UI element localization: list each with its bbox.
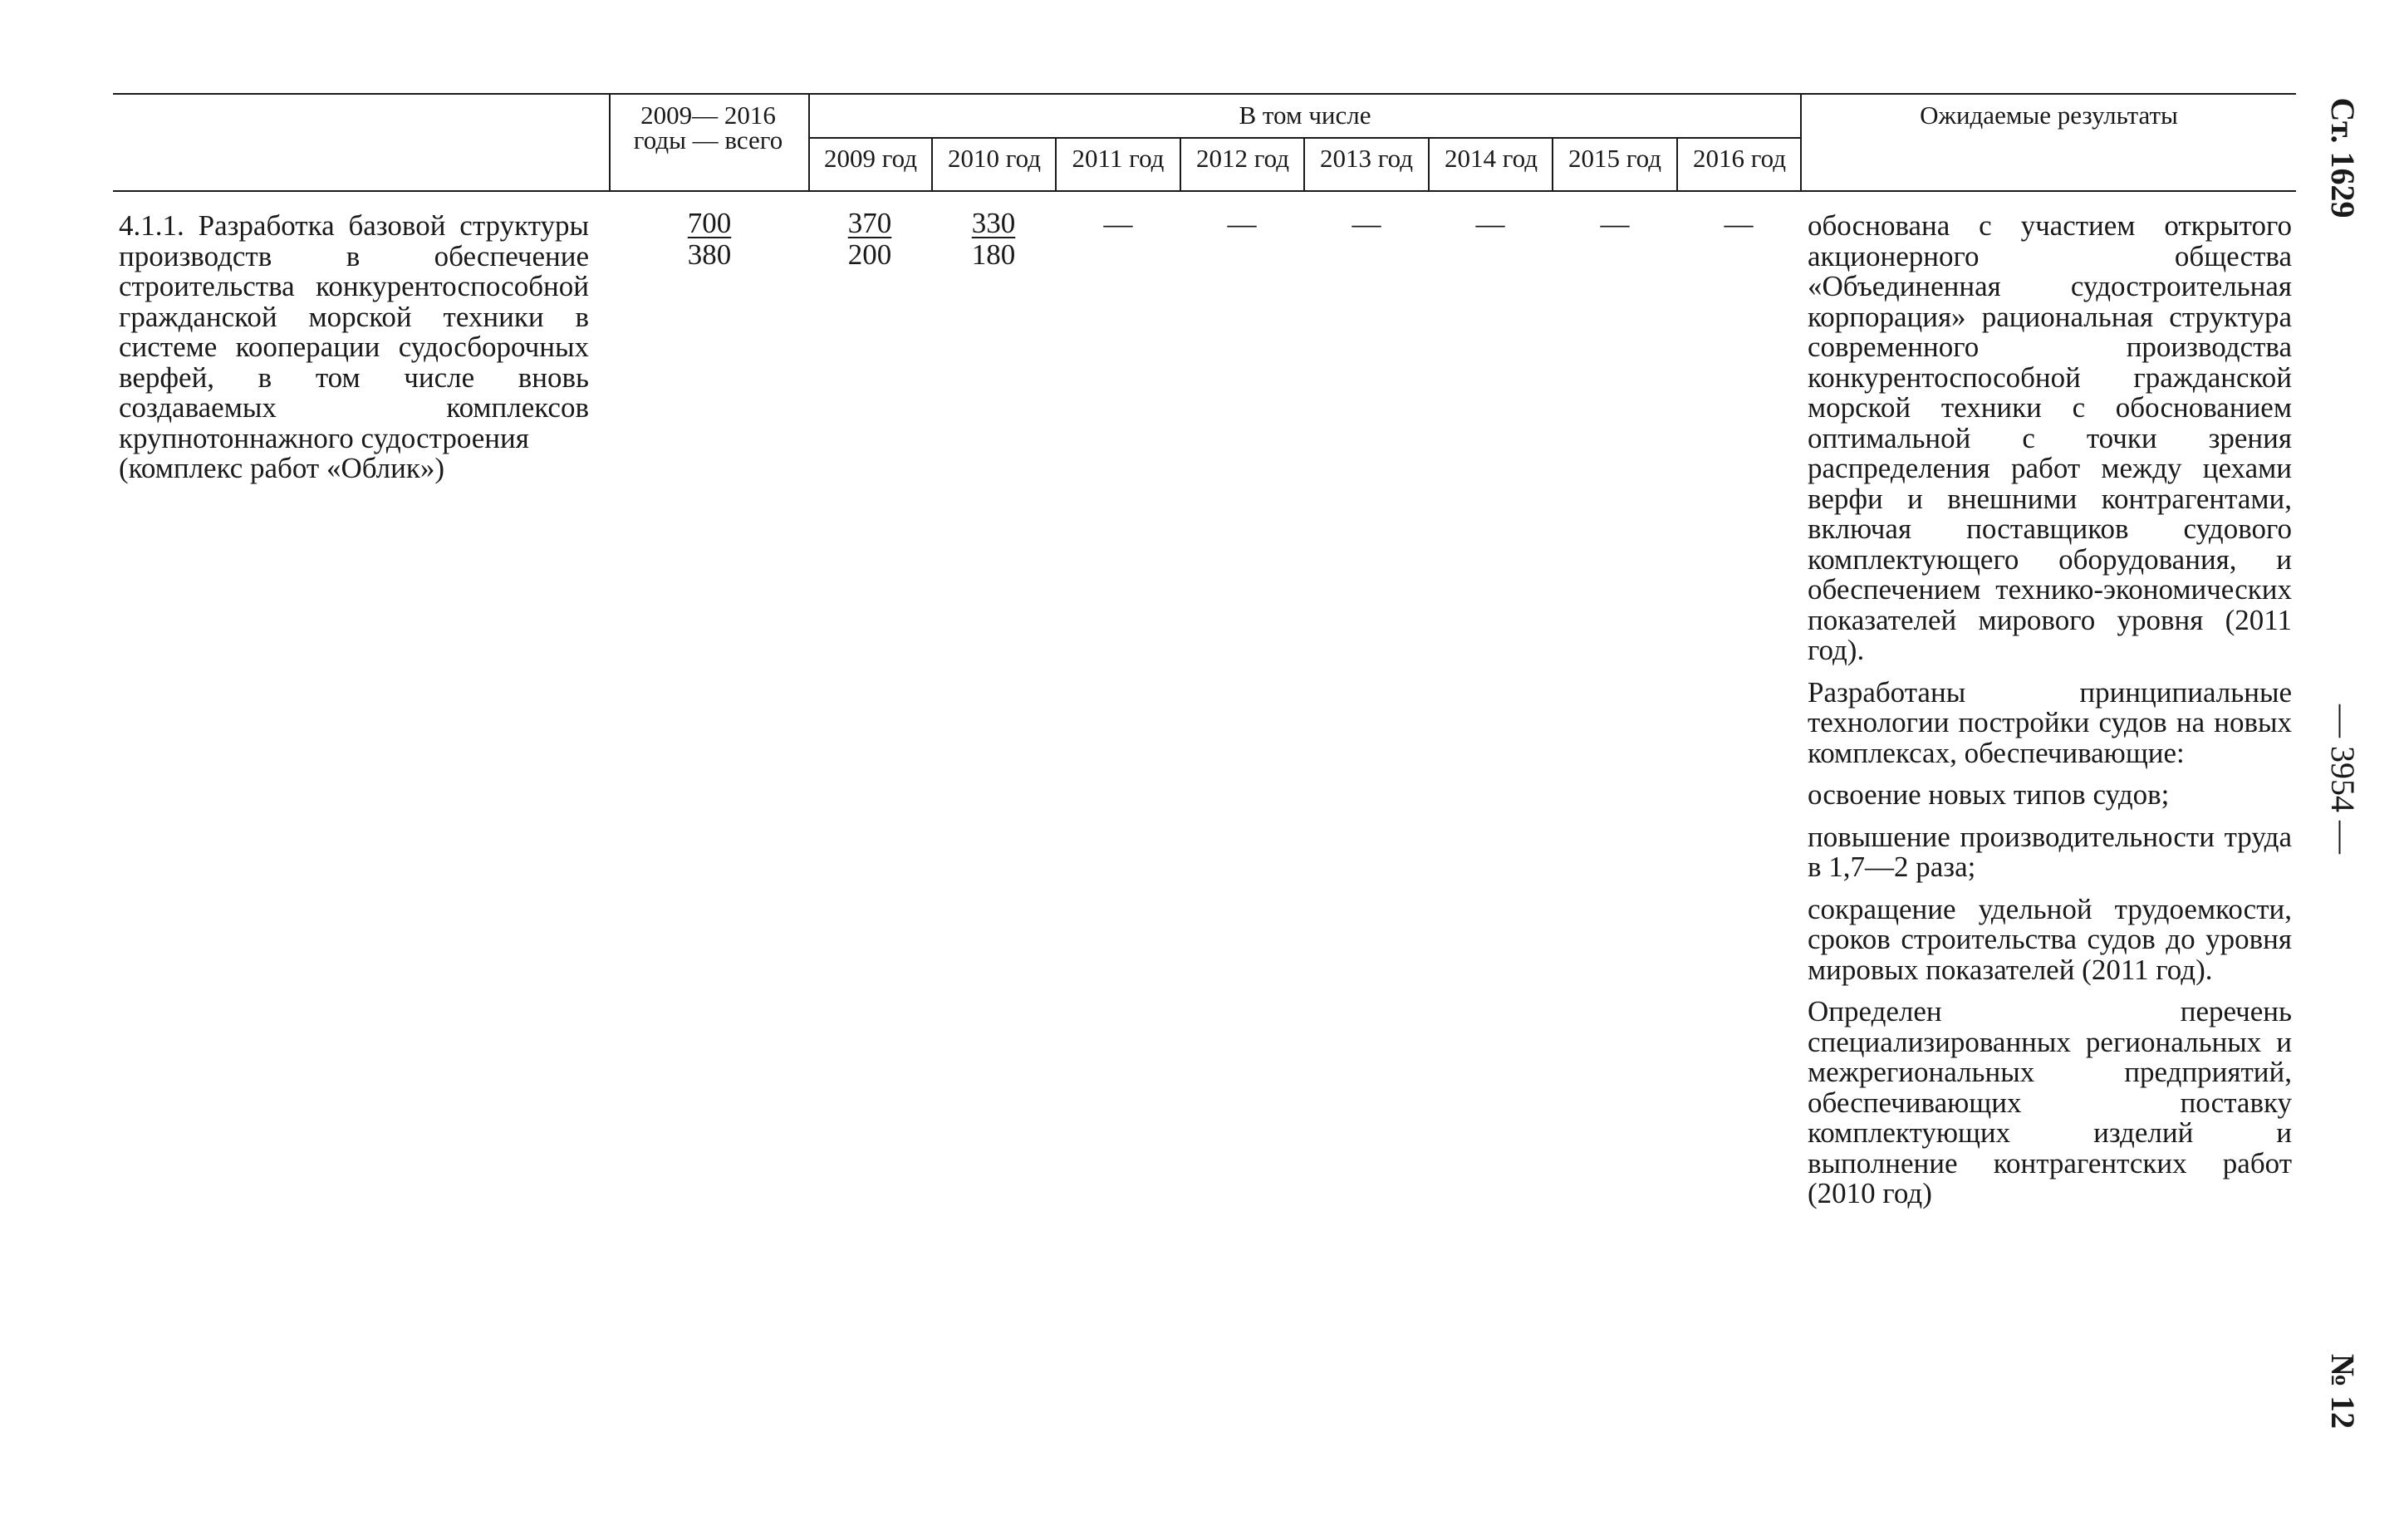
row-expected-results xyxy=(1808,211,2292,1221)
table-top-rule xyxy=(113,93,2296,95)
row-description-tail: (комплекс работ «Облик») xyxy=(119,452,445,484)
y2009-planned: 370 xyxy=(847,207,892,239)
row-2011-dash: — xyxy=(1103,208,1133,240)
y2010-budget: 180 xyxy=(971,238,1016,271)
header-year-2010: 2010 год xyxy=(947,144,1042,173)
row-2014-dash: — xyxy=(1475,208,1505,240)
margin-page-number: — 3954 — xyxy=(2324,704,2362,854)
header-bottom-rule xyxy=(113,190,2296,192)
header-year-2015: 2015 год xyxy=(1568,144,1662,173)
result-paragraph-3: освоение новых типов судов; xyxy=(1808,778,2170,811)
result-paragraph-6: Определен перечень специализированных региональных и межрегиональных предприятий, обеспечивающих поставку комплектующих изделий и выполнение контрагентских работ (2010 год) xyxy=(1808,995,2292,1209)
header-year-2016: 2016 год xyxy=(1692,144,1787,173)
header-including: В том числе xyxy=(1239,101,1371,130)
header-year-2014: 2014 год xyxy=(1444,144,1538,173)
result-paragraph-4: повышение производительности труда в 1,7—2 раза; xyxy=(1808,820,2292,883)
row-description xyxy=(119,211,589,484)
result-paragraph-1: обоснована с участием открытого акционерного общества «Объединенная судостроительная корпорация» рациональная структура современного производства конкурентоспособной гражданской морской техники с обоснованием оптимальной с точки зрения распределения работ между цехами верфи и внешними контрагентами, включая поставщиков судового комплектующего оборудования, и обеспечением технико-экономических показателей мирового уровня (2011 год). xyxy=(1808,209,2292,666)
row-description-text: 4.1.1. Разработка базовой структуры производств в обеспечение строительства конкурентоспособной гражданской морской техники в системе кооперации судосборочных верфей, в том числе вновь создаваемых комплексов крупнотоннажного судостроения xyxy=(119,209,589,454)
header-year-2009: 2009 год xyxy=(823,144,918,173)
row-2013-dash: — xyxy=(1352,208,1381,240)
margin-article-number: Ст. 1629 xyxy=(2324,97,2362,218)
row-2010-value xyxy=(944,208,1043,271)
header-year-2012: 2012 год xyxy=(1195,144,1290,173)
y2010-planned: 330 xyxy=(971,207,1016,239)
header-year-2013: 2013 год xyxy=(1319,144,1414,173)
header-year-2011: 2011 год xyxy=(1072,144,1165,173)
total-planned: 700 xyxy=(687,207,732,239)
result-paragraph-5: сокращение удельной трудоемкости, сроков строительства судов до уровня мировых показателей (2011 год). xyxy=(1808,892,2292,986)
row-2015-dash: — xyxy=(1600,208,1630,240)
row-2012-dash: — xyxy=(1227,208,1257,240)
result-paragraph-2: Разработаны принципиальные технологии постройки судов на новых комплексах, обеспечивающие: xyxy=(1808,675,2292,769)
row-2016-dash: — xyxy=(1724,208,1754,240)
col-divider-description xyxy=(609,93,611,192)
row-total-value xyxy=(660,208,759,271)
margin-issue-number: № 12 xyxy=(2324,1353,2362,1430)
total-budget: 380 xyxy=(687,238,732,271)
header-total-column: 2009— 2016 годы — всего xyxy=(633,101,783,154)
y2009-budget: 200 xyxy=(847,238,892,271)
row-2009-value xyxy=(820,208,920,271)
header-expected-results: Ожидаемые результаты xyxy=(1920,101,2178,130)
